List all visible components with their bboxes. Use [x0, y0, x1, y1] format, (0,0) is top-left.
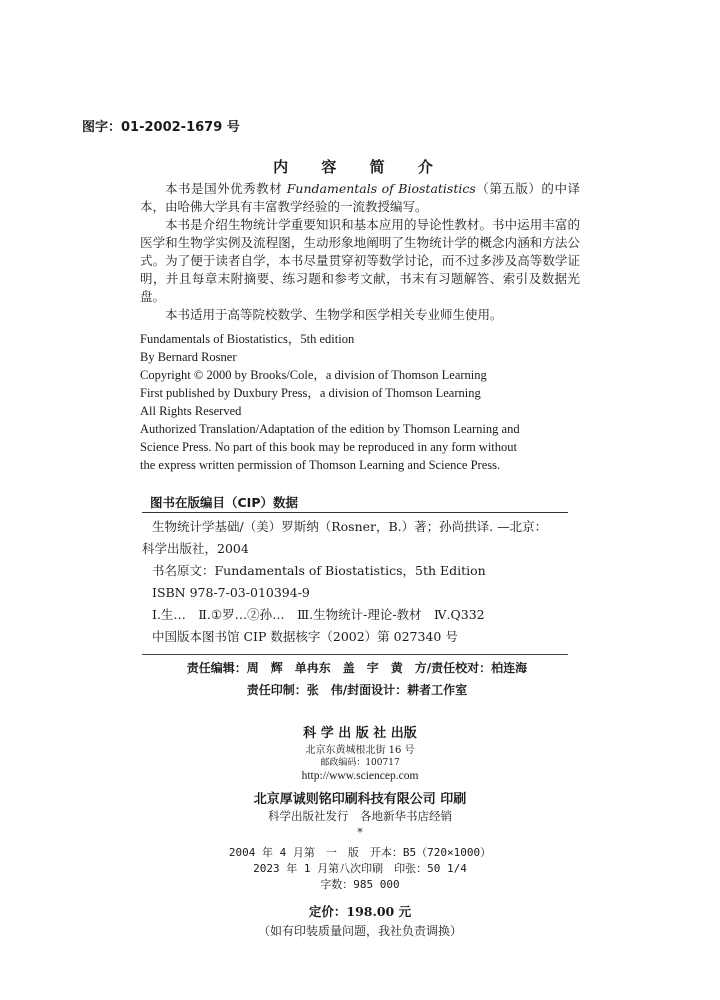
edition-line: 2004 年 4 月第 一 版 开本：B5（720×1000）	[228, 846, 492, 859]
quality-notice: （如有印装质量问题，我社负责调换）	[257, 924, 462, 938]
summary-text	[140, 180, 580, 324]
english-line: All Rights Reserved	[140, 404, 242, 418]
cip-line: ISBN 978-7-03-010394-9	[152, 585, 310, 600]
edition-line: 2023 年 1 月第八次印刷 印张：50 1/4	[253, 862, 467, 875]
credits-line: 责任编辑：周 辉 单冉东 盖 宇 黄 方/责任校对：柏连海	[186, 661, 528, 675]
divider	[142, 654, 568, 655]
summary-paragraph: 本书是介绍生物统计学重要知识和基本应用的导论性教材。书中运用丰富的医学和生物学实例及流程图，生动形象地阐明了生物统计学的概念内涵和方法公式。为了便于读者自学，本书尽量贯穿初等数学讨论，而不过多涉及高等数学证明，并且每章末附摘要、练习题和参考文献，书末有习题解答、索引及数据光盘。	[140, 217, 580, 304]
distribution-info: 科学出版社发行 各地新华书店经销	[268, 809, 452, 823]
cip-title: 图书在版编目（CIP）数据	[150, 495, 298, 510]
summary-paragraph: 本书是国外优秀教材 Fundamentals of Biostatistics（第五版）的中译本，由哈佛大学具有丰富教学经验的一流教授编写。	[140, 181, 580, 214]
cip-line: 书名原文：Fundamentals of Biostatistics，5th Edition	[152, 563, 486, 578]
cip-block	[142, 516, 572, 648]
cip-line: 科学出版社，2004	[142, 541, 249, 556]
registration-number: 图字：01-2002-1679 号	[82, 120, 240, 135]
edition-line: 字数：985 000	[320, 878, 400, 891]
english-line: Copyright © 2000 by Brooks/Cole，a division of Thomson Learning	[140, 368, 487, 382]
english-copyright-block	[140, 330, 580, 474]
cip-line: 中国版本图书馆 CIP 数据核字（2002）第 027340 号	[152, 629, 458, 644]
english-line: Science Press. No part of this book may be reproduced in any form without	[140, 440, 517, 454]
cip-line: Ⅰ.生… Ⅱ.①罗…②孙… Ⅲ.生物统计-理论-教材 Ⅳ.Q332	[152, 607, 485, 622]
english-line: First published by Duxbury Press，a division of Thomson Learning	[140, 386, 481, 400]
printer-name: 北京厚诚则铭印刷科技有限公司 印刷	[253, 792, 467, 807]
edition-info	[0, 845, 720, 893]
credits-block	[142, 657, 572, 701]
english-line: the express written permission of Thomson Learning and Science Press.	[140, 458, 501, 472]
separator-star: *	[357, 826, 363, 839]
summary-title: 内 容 简 介	[273, 158, 447, 176]
price: 定价：198.00 元	[308, 904, 412, 919]
publisher-address: 北京东黄城根北街 16 号	[305, 745, 415, 756]
publisher-postcode: 邮政编码：100717	[320, 758, 400, 768]
summary-paragraph: 本书适用于高等院校数学、生物学和医学相关专业师生使用。	[165, 307, 503, 322]
publisher-name: 科 学 出 版 社 出版	[303, 726, 417, 741]
english-line: By Bernard Rosner	[140, 350, 237, 364]
divider	[142, 512, 568, 513]
english-line: Authorized Translation/Adaptation of the edition by Thomson Learning and	[140, 422, 520, 436]
cip-line: 生物统计学基础/（美）罗斯纳（Rosner，B.）著；孙尚拱译. —北京：	[152, 519, 548, 534]
english-line: Fundamentals of Biostatistics，5th edition	[140, 332, 355, 346]
publisher-url: http://www.sciencep.com	[301, 770, 419, 782]
credits-line: 责任印制：张 伟/封面设计：耕者工作室	[246, 683, 468, 697]
